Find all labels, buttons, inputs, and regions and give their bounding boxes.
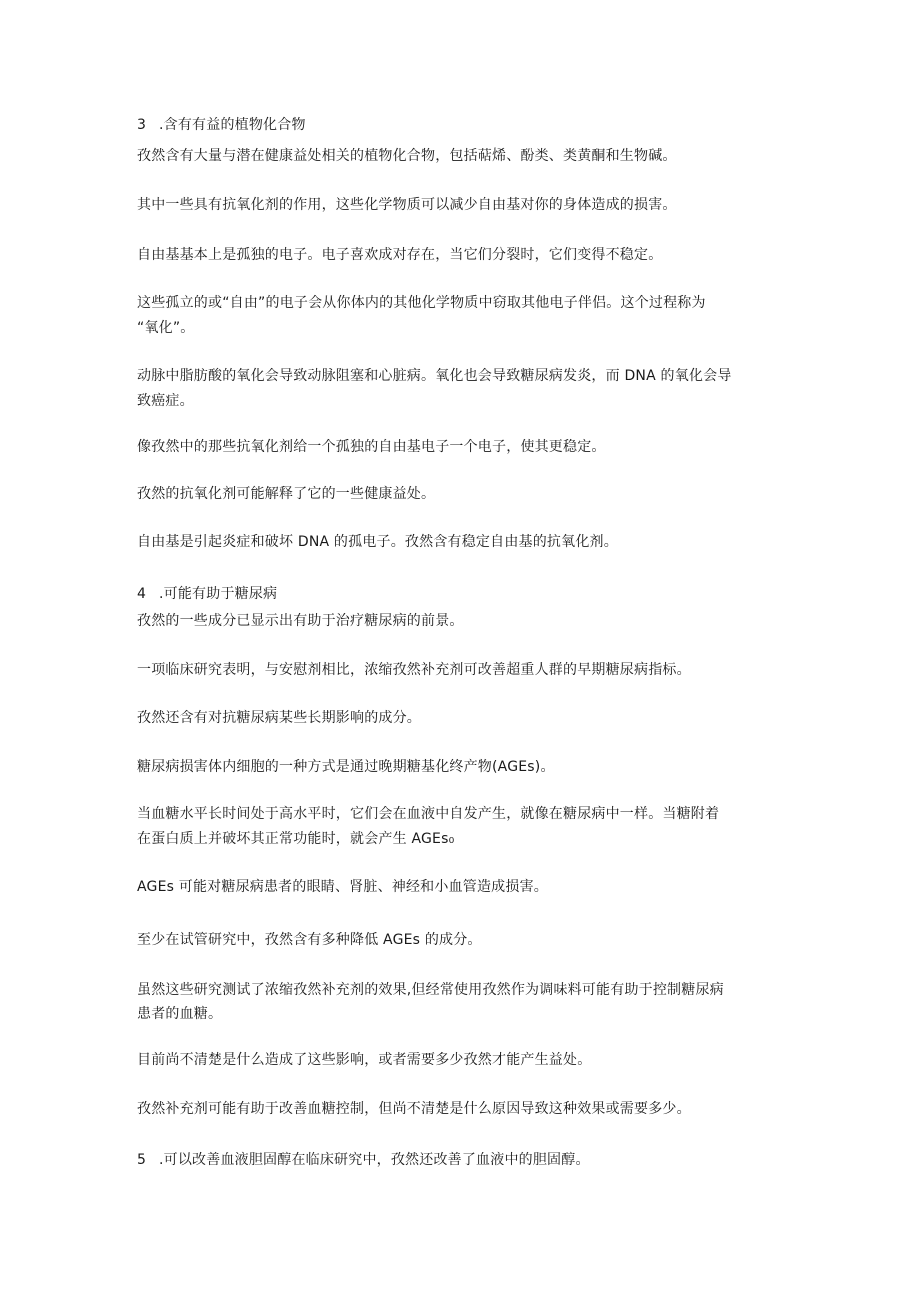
section-heading bbox=[137, 1149, 797, 1171]
paragraph-line: 一项临床研究表明，与安慰剂相比，浓缩孜然补充剂可改善超重人群的早期糖尿病指标。 bbox=[137, 662, 691, 678]
section-title: .可以改善血液胆固醇在临床研究中，孜然还改善了血液中的胆固醇。 bbox=[159, 1152, 590, 1168]
paragraph-line: 这些孤立的或“自由”的电子会从你体内的其他化学物质中窃取其他电子伴侣。这个过程称为 bbox=[137, 295, 706, 311]
section-title: .含有有益的植物化合物 bbox=[159, 117, 306, 133]
paragraph-line: 孜然的一些成分已显示出有助于治疗糖尿病的前景。 bbox=[137, 613, 464, 629]
paragraph-line: AGEs 可能对糖尿病患者的眼睛、肾脏、神经和小血管造成损害。 bbox=[137, 879, 548, 895]
section-number: 4 bbox=[137, 586, 147, 602]
paragraph-line: 自由基基本上是孤独的电子。电子喜欢成对存在，当它们分裂时，它们变得不稳定。 bbox=[137, 247, 663, 263]
paragraph-line: 孜然含有大量与潜在健康益处相关的植物化合物，包括萜烯、酚类、类黄酮和生物碱。 bbox=[137, 148, 677, 164]
paragraph-line: 在蛋白质上并破坏其正常功能时，就会产生 AGEs₀ bbox=[137, 831, 455, 847]
section-number: 3 bbox=[137, 117, 147, 133]
paragraph-line: 当血糖水平长时间处于高水平时，它们会在血液中自发产生，就像在糖尿病中一样。当糖附着 bbox=[137, 806, 720, 822]
paragraph-line: 致癌症。 bbox=[137, 393, 194, 409]
paragraph-line: 糖尿病损害体内细胞的一种方式是通过晚期糖基化终产物(AGEs)。 bbox=[137, 759, 555, 775]
section-number: 5 bbox=[137, 1152, 147, 1168]
paragraph-line: 其中一些具有抗氧化剂的作用，这些化学物质可以减少自由基对你的身体造成的损害。 bbox=[137, 197, 677, 213]
paragraph-line: 孜然补充剂可能有助于改善血糖控制，但尚不清楚是什么原因导致这种效果或需要多少。 bbox=[137, 1101, 691, 1117]
paragraph-line: 动脉中脂肪酸的氧化会导致动脉阻塞和心脏病。氧化也会导致糖尿病发炎，而 DNA 的氧化会导 bbox=[137, 368, 732, 384]
section-heading bbox=[137, 583, 797, 605]
paragraph-line: 至少在试管研究中，孜然含有多种降低 AGEs 的成分。 bbox=[137, 932, 482, 948]
paragraph-line: 虽然这些研究测试了浓缩孜然补充剂的效果,但经常使用孜然作为调味料可能有助于控制糖尿病 bbox=[137, 982, 724, 998]
section-heading bbox=[137, 114, 797, 136]
paragraph-line: 孜然的抗氧化剂可能解释了它的一些健康益处。 bbox=[137, 486, 436, 502]
paragraph-line: 患者的血糖。 bbox=[137, 1006, 223, 1022]
section-title: .可能有助于糖尿病 bbox=[159, 586, 278, 602]
paragraph-line: “氧化”。 bbox=[137, 320, 195, 336]
paragraph-line: 孜然还含有对抗糖尿病某些长期影响的成分。 bbox=[137, 710, 421, 726]
paragraph-line: 目前尚不清楚是什么造成了这些影响，或者需要多少孜然才能产生益处。 bbox=[137, 1052, 592, 1068]
paragraph-line: 像孜然中的那些抗氧化剂给一个孤独的自由基电子一个电子，使其更稳定。 bbox=[137, 439, 606, 455]
paragraph-line: 自由基是引起炎症和破坏 DNA 的孤电子。孜然含有稳定自由基的抗氧化剂。 bbox=[137, 534, 618, 550]
